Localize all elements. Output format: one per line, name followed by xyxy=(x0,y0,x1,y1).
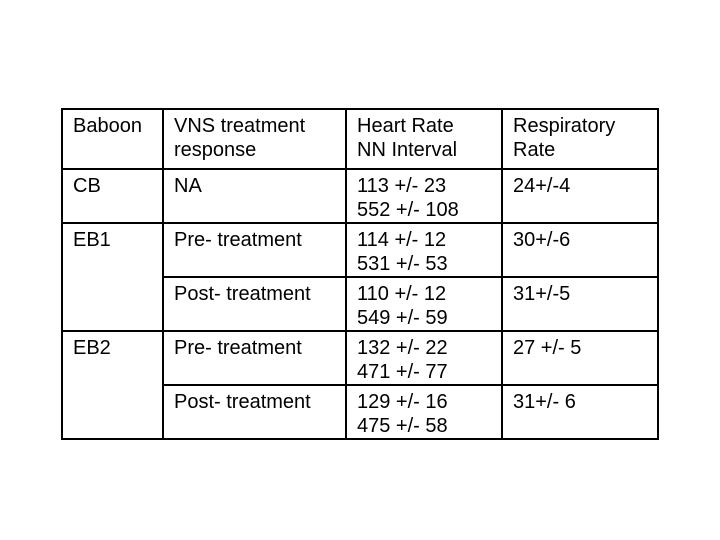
cell-response xyxy=(163,223,346,277)
header-line: Respiratory xyxy=(513,115,616,137)
cell-response xyxy=(163,385,346,439)
cell-heart-rate xyxy=(346,385,502,439)
cell-baboon xyxy=(62,169,163,223)
respiratory-rate-value: 24+/-4 xyxy=(513,175,571,197)
header-line: Heart Rate xyxy=(357,115,454,137)
cell-respiratory-rate xyxy=(502,169,658,223)
cell-heart-rate xyxy=(346,169,502,223)
heart-rate-value: 114 +/- 12 xyxy=(357,229,447,251)
header-respiratory-rate xyxy=(502,109,658,169)
header-line: Baboon xyxy=(73,115,142,137)
nn-interval-value: 531 +/- 53 xyxy=(357,253,448,275)
header-line: Rate xyxy=(513,139,556,161)
header-line: VNS treatment xyxy=(174,115,306,137)
header-vns-treatment-response xyxy=(163,109,346,169)
cell-respiratory-rate xyxy=(502,277,658,331)
table-header-row xyxy=(62,109,658,169)
baboon-id: EB1 xyxy=(73,229,111,251)
table-row xyxy=(62,223,658,277)
cell-heart-rate xyxy=(346,331,502,385)
heart-rate-value: 132 +/- 22 xyxy=(357,337,448,359)
response-value: Pre- treatment xyxy=(174,337,302,359)
cell-response xyxy=(163,169,346,223)
table-row xyxy=(62,169,658,223)
cell-respiratory-rate xyxy=(502,385,658,439)
table-row xyxy=(62,331,658,385)
nn-interval-value: 471 +/- 77 xyxy=(357,361,448,383)
cell-response xyxy=(163,277,346,331)
baboon-id: EB2 xyxy=(73,337,111,359)
cell-respiratory-rate xyxy=(502,223,658,277)
cell-baboon xyxy=(62,331,163,439)
heart-rate-value: 129 +/- 16 xyxy=(357,391,448,413)
nn-interval-value: 549 +/- 59 xyxy=(357,307,448,329)
cell-heart-rate xyxy=(346,223,502,277)
cell-respiratory-rate xyxy=(502,331,658,385)
baboon-id: CB xyxy=(73,175,101,197)
header-baboon xyxy=(62,109,163,169)
response-value: NA xyxy=(174,175,202,197)
nn-interval-value: 552 +/- 108 xyxy=(357,199,459,221)
header-line: response xyxy=(174,139,257,161)
cell-heart-rate xyxy=(346,277,502,331)
response-value: Pre- treatment xyxy=(174,229,302,251)
header-line: NN Interval xyxy=(357,139,458,161)
header-heart-rate-nn-interval xyxy=(346,109,502,169)
response-value: Post- treatment xyxy=(174,283,311,305)
respiratory-rate-value: 31+/- 6 xyxy=(513,391,576,413)
respiratory-rate-value: 27 +/- 5 xyxy=(513,337,582,359)
cell-response xyxy=(163,331,346,385)
heart-rate-value: 113 +/- 23 xyxy=(357,175,447,197)
cell-baboon xyxy=(62,223,163,331)
results-table xyxy=(61,108,659,440)
response-value: Post- treatment xyxy=(174,391,311,413)
heart-rate-value: 110 +/- 12 xyxy=(357,283,447,305)
respiratory-rate-value: 31+/-5 xyxy=(513,283,571,305)
respiratory-rate-value: 30+/-6 xyxy=(513,229,571,251)
nn-interval-value: 475 +/- 58 xyxy=(357,415,448,437)
